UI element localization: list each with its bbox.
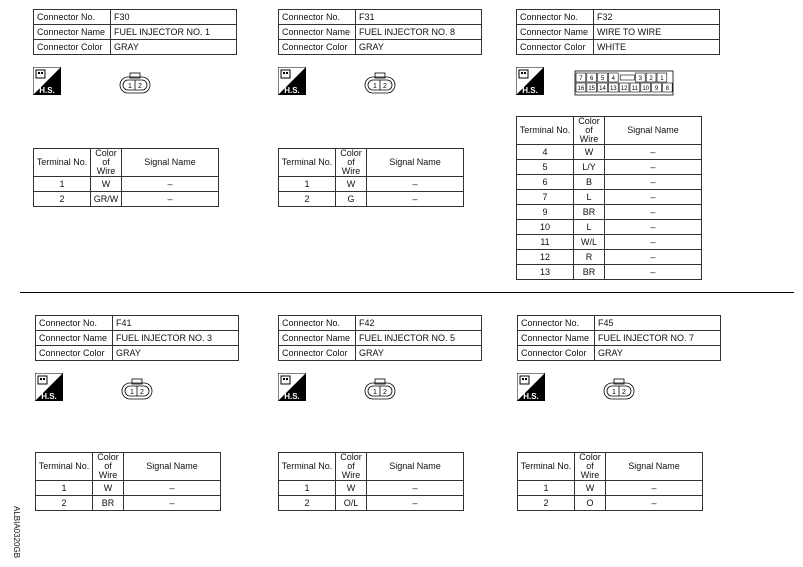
signal-name: –	[124, 496, 221, 511]
label-connector-no: Connector No.	[279, 10, 356, 25]
header-signal-name: Signal Name	[367, 453, 464, 481]
table-row	[517, 145, 702, 160]
svg-text:2: 2	[140, 389, 144, 396]
terminal-no: 4	[517, 145, 574, 160]
wire-color: R	[574, 250, 605, 265]
terminal-no: 2	[279, 496, 336, 511]
table-row	[279, 481, 464, 496]
table-row	[517, 175, 702, 190]
wire-color: B	[574, 175, 605, 190]
header-terminal-no: Terminal No.	[279, 149, 336, 177]
svg-text:1: 1	[373, 83, 377, 90]
table-row	[517, 190, 702, 205]
connector-info-table	[278, 9, 482, 55]
terminal-no: 1	[34, 177, 91, 192]
connector-name: FUEL INJECTOR NO. 1	[111, 25, 237, 40]
svg-text:2: 2	[383, 389, 387, 396]
table-row	[517, 205, 702, 220]
connector-color: GRAY	[111, 40, 237, 55]
header-terminal-no: Terminal No.	[36, 453, 93, 481]
svg-text:4: 4	[611, 76, 615, 82]
connector-info-table	[278, 315, 482, 361]
signal-name: –	[605, 220, 702, 235]
header-color-of-wire: Color of Wire	[575, 453, 606, 481]
svg-text:2: 2	[383, 83, 387, 90]
header-color-of-wire: Color of Wire	[93, 453, 124, 481]
wire-color: O/L	[336, 496, 367, 511]
harness-side-icon	[278, 373, 306, 401]
connector-no: F30	[111, 10, 237, 25]
header-signal-name: Signal Name	[122, 149, 219, 177]
connector-no: F31	[356, 10, 482, 25]
label-connector-color: Connector Color	[36, 346, 113, 361]
table-row	[34, 192, 219, 207]
connector-color: GRAY	[356, 40, 482, 55]
wire-color: L	[574, 190, 605, 205]
svg-text:12: 12	[620, 86, 628, 92]
svg-text:H.S.: H.S.	[39, 86, 55, 95]
header-signal-name: Signal Name	[605, 117, 702, 145]
svg-text:1: 1	[373, 389, 377, 396]
svg-text:16: 16	[577, 86, 585, 92]
signal-name: –	[367, 496, 464, 511]
svg-text:13: 13	[609, 86, 617, 92]
svg-text:2: 2	[649, 76, 653, 82]
connector-face-icon	[117, 71, 153, 95]
header-color-of-wire: Color of Wire	[91, 149, 122, 177]
signal-name: –	[605, 235, 702, 250]
connector-no: F45	[595, 316, 721, 331]
wire-color: BR	[93, 496, 124, 511]
header-terminal-no: Terminal No.	[279, 453, 336, 481]
svg-text:11: 11	[631, 86, 639, 92]
header-terminal-no: Terminal No.	[518, 453, 575, 481]
signal-name: –	[605, 160, 702, 175]
signal-name: –	[605, 145, 702, 160]
wire-color: G	[336, 192, 367, 207]
connector-name: FUEL INJECTOR NO. 5	[356, 331, 482, 346]
wire-color: BR	[574, 205, 605, 220]
wire-color: O	[575, 496, 606, 511]
section-divider	[20, 292, 794, 293]
terminal-table	[517, 452, 703, 511]
label-connector-name: Connector Name	[34, 25, 111, 40]
svg-text:8: 8	[665, 86, 669, 92]
svg-text:1: 1	[128, 83, 132, 90]
header-terminal-no: Terminal No.	[517, 117, 574, 145]
label-connector-color: Connector Color	[34, 40, 111, 55]
table-row	[279, 192, 464, 207]
signal-name: –	[606, 496, 703, 511]
connector-info-table	[35, 315, 239, 361]
harness-side-icon	[516, 67, 544, 95]
connector-no: F42	[356, 316, 482, 331]
figure-code-text: ALBIA0320GB	[12, 506, 21, 559]
figure-code	[12, 506, 22, 566]
terminal-table	[516, 116, 702, 280]
wire-color: W	[91, 177, 122, 192]
svg-text:2: 2	[138, 83, 142, 90]
harness-side-icon	[35, 373, 63, 401]
svg-text:H.S.: H.S.	[41, 392, 57, 401]
signal-name: –	[124, 481, 221, 496]
label-connector-no: Connector No.	[517, 10, 594, 25]
terminal-no: 2	[36, 496, 93, 511]
wire-color: L/Y	[574, 160, 605, 175]
svg-text:15: 15	[588, 86, 596, 92]
connector-color: GRAY	[113, 346, 239, 361]
header-signal-name: Signal Name	[124, 453, 221, 481]
label-connector-no: Connector No.	[34, 10, 111, 25]
terminal-no: 5	[517, 160, 574, 175]
terminal-no: 11	[517, 235, 574, 250]
header-color-of-wire: Color of Wire	[574, 117, 605, 145]
connector-block-f30	[33, 9, 273, 249]
terminal-no: 1	[36, 481, 93, 496]
signal-name: –	[605, 250, 702, 265]
signal-name: –	[605, 175, 702, 190]
label-connector-name: Connector Name	[517, 25, 594, 40]
connector-face-icon	[362, 71, 398, 95]
connector-name: WIRE TO WIRE	[594, 25, 720, 40]
label-connector-color: Connector Color	[279, 346, 356, 361]
connector-color: WHITE	[594, 40, 720, 55]
svg-text:H.S.: H.S.	[284, 86, 300, 95]
harness-side-icon	[33, 67, 61, 95]
terminal-no: 1	[279, 481, 336, 496]
signal-name: –	[605, 205, 702, 220]
terminal-no: 2	[518, 496, 575, 511]
header-signal-name: Signal Name	[606, 453, 703, 481]
wire-color: W	[575, 481, 606, 496]
table-row	[517, 265, 702, 280]
table-row	[279, 177, 464, 192]
signal-name: –	[367, 192, 464, 207]
table-row	[279, 496, 464, 511]
wire-color: L	[574, 220, 605, 235]
harness-side-icon	[517, 373, 545, 401]
terminal-table	[278, 452, 464, 511]
connector-info-table	[33, 9, 237, 55]
terminal-no: 2	[279, 192, 336, 207]
connector-face-icon	[362, 377, 398, 401]
label-connector-color: Connector Color	[518, 346, 595, 361]
connector-block-f45	[517, 315, 757, 555]
header-signal-name: Signal Name	[367, 149, 464, 177]
wire-color: GR/W	[91, 192, 122, 207]
label-connector-name: Connector Name	[279, 25, 356, 40]
connector-color: GRAY	[356, 346, 482, 361]
header-terminal-no: Terminal No.	[34, 149, 91, 177]
svg-text:1: 1	[612, 389, 616, 396]
label-connector-name: Connector Name	[279, 331, 356, 346]
signal-name: –	[122, 177, 219, 192]
table-row	[517, 220, 702, 235]
terminal-no: 12	[517, 250, 574, 265]
connector-info-table	[517, 315, 721, 361]
wire-color: BR	[574, 265, 605, 280]
wire-color: W	[574, 145, 605, 160]
wire-color: W	[93, 481, 124, 496]
wire-color: W/L	[574, 235, 605, 250]
svg-text:1: 1	[130, 389, 134, 396]
connector-face-icon	[119, 377, 155, 401]
terminal-no: 13	[517, 265, 574, 280]
signal-name: –	[367, 177, 464, 192]
connector-no: F32	[594, 10, 720, 25]
table-row	[517, 160, 702, 175]
connector-block-f32	[516, 9, 756, 277]
signal-name: –	[605, 190, 702, 205]
svg-text:9: 9	[654, 86, 659, 92]
label-connector-name: Connector Name	[36, 331, 113, 346]
svg-text:14: 14	[599, 86, 606, 92]
connector-no: F41	[113, 316, 239, 331]
terminal-no: 1	[279, 177, 336, 192]
svg-text:1: 1	[660, 76, 664, 82]
harness-side-icon	[278, 67, 306, 95]
table-row	[36, 496, 221, 511]
connector-face-icon	[574, 70, 674, 96]
header-color-of-wire: Color of Wire	[336, 453, 367, 481]
signal-name: –	[605, 265, 702, 280]
svg-text:10: 10	[642, 86, 650, 92]
terminal-no: 6	[517, 175, 574, 190]
svg-text:6: 6	[590, 76, 594, 82]
connector-name: FUEL INJECTOR NO. 7	[595, 331, 721, 346]
wire-color: W	[336, 481, 367, 496]
table-row	[34, 177, 219, 192]
label-connector-no: Connector No.	[36, 316, 113, 331]
connector-block-f31	[278, 9, 518, 249]
terminal-table	[278, 148, 464, 207]
svg-text:3: 3	[638, 76, 642, 82]
connector-info-table	[516, 9, 720, 55]
terminal-no: 2	[34, 192, 91, 207]
label-connector-no: Connector No.	[518, 316, 595, 331]
connector-name: FUEL INJECTOR NO. 3	[113, 331, 239, 346]
table-row	[518, 496, 703, 511]
table-row	[517, 250, 702, 265]
terminal-table	[33, 148, 219, 207]
connector-block-f41	[35, 315, 275, 555]
connector-face-icon	[601, 377, 637, 401]
signal-name: –	[367, 481, 464, 496]
header-color-of-wire: Color of Wire	[336, 149, 367, 177]
svg-text:2: 2	[622, 389, 626, 396]
signal-name: –	[606, 481, 703, 496]
terminal-no: 1	[518, 481, 575, 496]
table-row	[517, 235, 702, 250]
terminal-no: 10	[517, 220, 574, 235]
terminal-no: 9	[517, 205, 574, 220]
table-row	[36, 481, 221, 496]
table-row	[518, 481, 703, 496]
svg-text:H.S.: H.S.	[522, 86, 538, 95]
svg-text:5: 5	[600, 76, 605, 82]
wire-color: W	[336, 177, 367, 192]
svg-text:H.S.: H.S.	[284, 392, 300, 401]
connector-name: FUEL INJECTOR NO. 8	[356, 25, 482, 40]
label-connector-name: Connector Name	[518, 331, 595, 346]
terminal-no: 7	[517, 190, 574, 205]
signal-name: –	[122, 192, 219, 207]
label-connector-color: Connector Color	[517, 40, 594, 55]
label-connector-color: Connector Color	[279, 40, 356, 55]
terminal-table	[35, 452, 221, 511]
connector-color: GRAY	[595, 346, 721, 361]
svg-text:H.S.: H.S.	[523, 392, 539, 401]
svg-text:7: 7	[579, 76, 583, 82]
label-connector-no: Connector No.	[279, 316, 356, 331]
connector-block-f42	[278, 315, 518, 555]
